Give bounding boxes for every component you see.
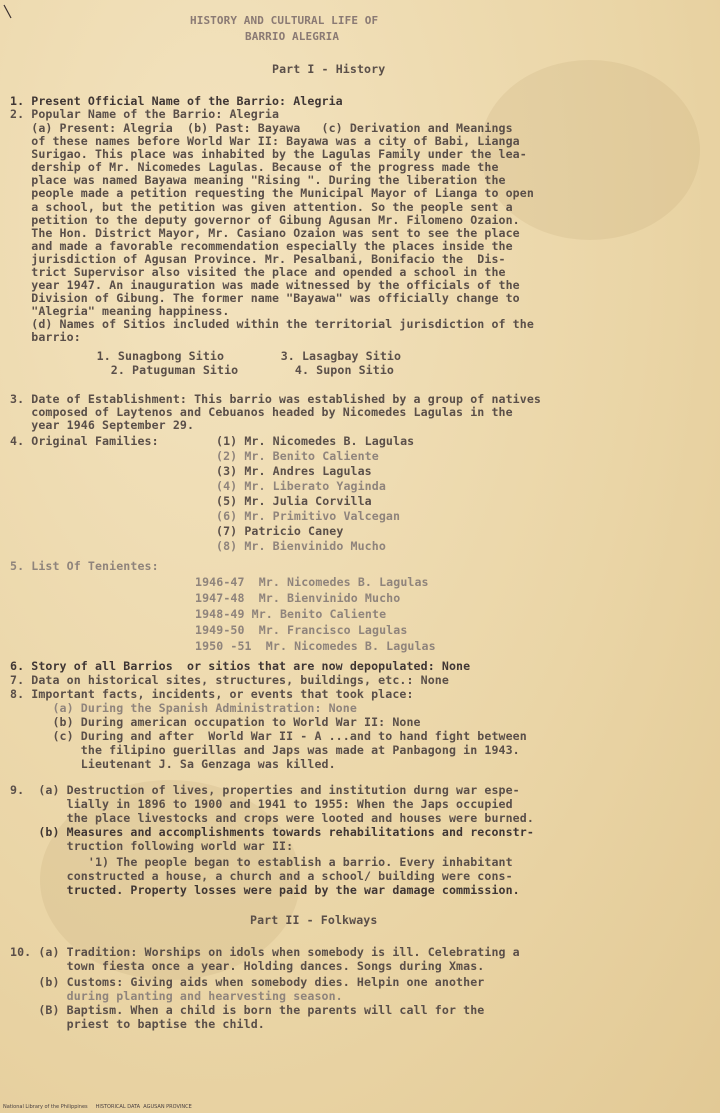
body-line: 6. Story of all Barrios or sitios that are now depopulated: None bbox=[10, 659, 471, 673]
body-line: 2. Popular Name of the Barrio: Alegria bbox=[10, 107, 280, 121]
teniente-item: 1946-47 Mr. Nicomedes B. Lagulas bbox=[195, 575, 429, 589]
body-line: Division of Gibung. The former name "Bayawa" was officially change to bbox=[10, 291, 520, 305]
body-line: (b) During american occupation to World War II: None bbox=[10, 715, 421, 729]
family-item: (1) Mr. Nicomedes B. Lagulas bbox=[216, 434, 415, 448]
part-two-heading: Part II - Folkways bbox=[250, 913, 378, 927]
body-line: the place livestocks and crops were looted and houses were burned. bbox=[10, 811, 534, 825]
body-line: lially in 1896 to 1900 and 1941 to 1955: When the Japs occupied bbox=[10, 797, 513, 811]
body-line: during planting and hearvesting season. bbox=[10, 989, 343, 1003]
body-line: (a) Present: Alegria (b) Past: Bayawa (c) Derivation and Meanings bbox=[10, 121, 513, 135]
body-line: '1) The people began to establish a barrio. Every inhabitant bbox=[10, 855, 513, 869]
document-title: HISTORY AND CULTURAL LIFE OF bbox=[190, 14, 379, 27]
teniente-item: 1947-48 Mr. Bienvinido Mucho bbox=[195, 591, 401, 605]
tenientes-label: 5. List Of Tenientes: bbox=[10, 559, 159, 573]
family-item: (8) Mr. Bienvinido Mucho bbox=[216, 539, 386, 553]
body-line: 1. Present Official Name of the Barrio: Alegria bbox=[10, 94, 343, 108]
body-line: priest to baptise the child. bbox=[10, 1017, 265, 1031]
body-line: (d) Names of Sitios included within the territorial jurisdiction of the bbox=[10, 317, 534, 331]
body-line: (a) During the Spanish Administration: None bbox=[10, 701, 357, 715]
body-line: constructed a house, a church and a school/ building were cons- bbox=[10, 869, 513, 883]
pen-mark-icon bbox=[2, 2, 20, 20]
body-line: The Hon. District Mayor, Mr. Casiano Ozaion was sent to see the place bbox=[10, 226, 520, 240]
body-line: tructed. Property losses were paid by the war damage commission. bbox=[10, 883, 520, 897]
body-line: 9. (a) Destruction of lives, properties and institution durng war espe- bbox=[10, 783, 520, 797]
teniente-item: 1950 -51 Mr. Nicomedes B. Lagulas bbox=[195, 639, 436, 653]
body-line: a school, but the petition was given attention. So the people sent a bbox=[10, 200, 513, 214]
sitio-line: 1. Sunagbong Sitio 3. Lasagbay Sitio bbox=[40, 349, 402, 363]
body-line: 7. Data on historical sites, structures, buildings, etc.: None bbox=[10, 673, 449, 687]
body-line: (B) Baptism. When a child is born the parents will call for the bbox=[10, 1003, 485, 1017]
archive-footer: National Library of the Philippines HISTORICAL DATA AGUSAN PROVINCE bbox=[3, 1104, 192, 1110]
body-line: of these names before World War II: Bayawa was a city of Babi, Lianga bbox=[10, 134, 520, 148]
family-item: (3) Mr. Andres Lagulas bbox=[216, 464, 372, 478]
body-line: trict Supervisor also visited the place and opended a school in the bbox=[10, 265, 506, 279]
part-one-heading: Part I - History bbox=[272, 62, 386, 76]
body-line: "Alegria" meaning happiness. bbox=[10, 304, 230, 318]
teniente-item: 1948-49 Mr. Benito Caliente bbox=[195, 607, 387, 621]
document-subtitle: BARRIO ALEGRIA bbox=[245, 30, 340, 43]
body-line: (b) Customs: Giving aids when somebody dies. Helpin one another bbox=[10, 975, 485, 989]
family-item: (4) Mr. Liberato Yaginda bbox=[216, 479, 386, 493]
body-line: (c) During and after World War II - A ...and to hand fight between bbox=[10, 729, 527, 743]
body-line: 3. Date of Establishment: This barrio was established by a group of natives bbox=[10, 392, 542, 406]
teniente-item: 1949-50 Mr. Francisco Lagulas bbox=[195, 623, 408, 637]
body-line: and made a favorable recommendation especially the places inside the bbox=[10, 239, 513, 253]
body-line: barrio: bbox=[10, 330, 81, 344]
body-line: year 1947. An inauguration was made witnessed by the officials of the bbox=[10, 278, 520, 292]
body-line: year 1946 September 29. bbox=[10, 418, 195, 432]
body-line: truction following world war II: bbox=[10, 839, 294, 853]
body-line: people made a petition requesting the Municipal Mayor of Lianga to open bbox=[10, 186, 534, 200]
body-line: jurisdiction of Agusan Province. Mr. Pesalbani, Bonifacio the Dis- bbox=[10, 252, 506, 266]
body-line: the filipino guerillas and Japs was made at Panbagong in 1943. bbox=[10, 743, 520, 757]
family-item: (7) Patricio Caney bbox=[216, 524, 344, 538]
original-families-label: 4. Original Families: bbox=[10, 434, 159, 448]
body-line: town fiesta once a year. Holding dances. Songs during Xmas. bbox=[10, 959, 485, 973]
sitio-line: 2. Patuguman Sitio 4. Supon Sitio bbox=[40, 363, 395, 377]
family-item: (6) Mr. Primitivo Valcegan bbox=[216, 509, 401, 523]
body-line: petition to the deputy governor of Gibung Agusan Mr. Filomeno Ozaion. bbox=[10, 213, 520, 227]
body-line: composed of Laytenos and Cebuanos headed by Nicomedes Lagulas in the bbox=[10, 405, 513, 419]
body-line: Lieutenant J. Sa Genzaga was killed. bbox=[10, 757, 336, 771]
family-item: (2) Mr. Benito Caliente bbox=[216, 449, 379, 463]
body-line: 10. (a) Tradition: Worships on idols when somebody is ill. Celebrating a bbox=[10, 945, 520, 959]
body-line: 8. Important facts, incidents, or events that took place: bbox=[10, 687, 414, 701]
body-line: place was named Bayawa meaning "Rising ". During the liberation the bbox=[10, 173, 506, 187]
body-line: Surigao. This place was inhabited by the Lagulas Family under the lea- bbox=[10, 147, 527, 161]
body-line: dership of Mr. Nicomedes Lagulas. Because of the progress made the bbox=[10, 160, 499, 174]
body-line: (b) Measures and accomplishments towards rehabilitations and reconstr- bbox=[10, 825, 534, 839]
family-item: (5) Mr. Julia Corvilla bbox=[216, 494, 372, 508]
